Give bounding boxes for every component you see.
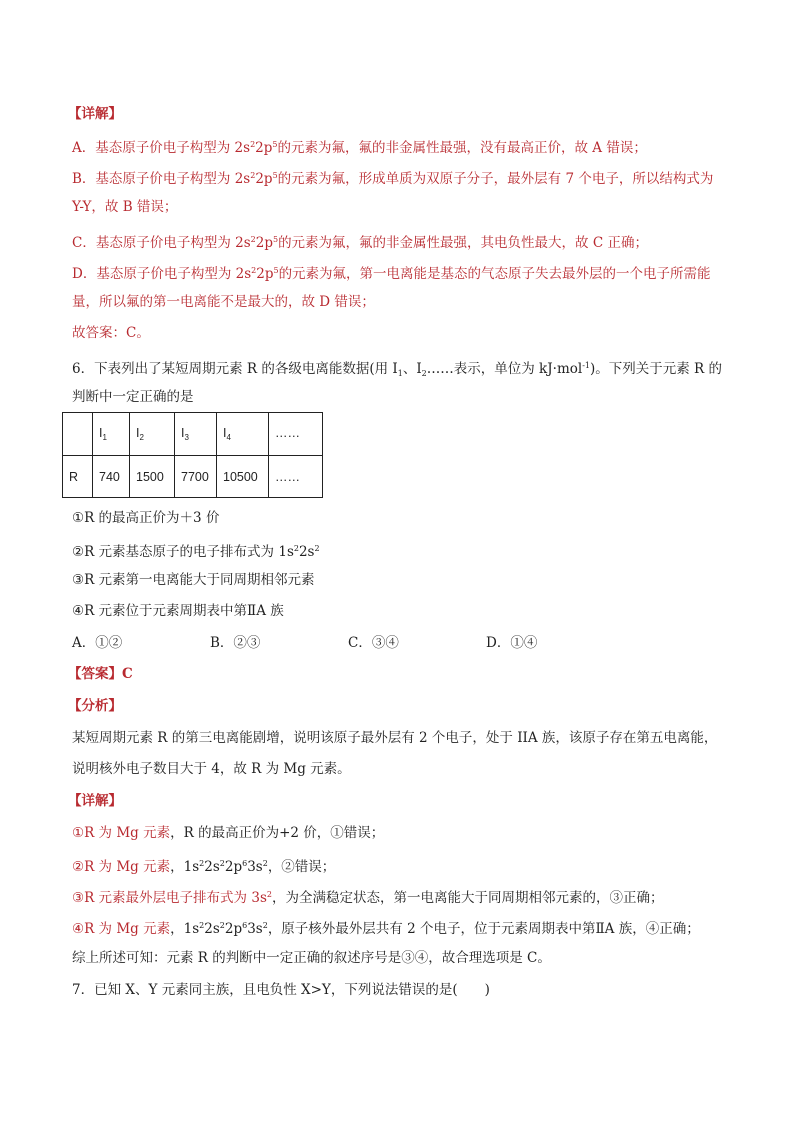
- analysis-text: 某短周期元素 R 的第三电离能剧增，说明该原子最外层有 2 个电子，处于 IIA 族，该原子存在第五电离能，: [72, 730, 718, 746]
- detail-4: ④R 为 Mg 元素，$1s^22s^22p^63s^2$，原子核外最外层共有 2 个电子，位于元素周期表中第ⅡA 族，④正确；: [72, 921, 700, 937]
- table-cell: $I_1$: [93, 413, 130, 456]
- analysis-text-cont: 说明核外电子数目大于 4，故 R 为 Mg 元素。: [72, 761, 351, 777]
- table-cell: ……: [269, 456, 323, 498]
- choice-a: A．①②: [72, 635, 123, 651]
- summary-line: 综上所述可知：元素 R 的判断中一定正确的叙述序号是③④，故合理选项是 C。: [72, 950, 551, 966]
- statement-4: ④R 元素位于元素周期表中第ⅡA 族: [72, 603, 284, 619]
- table-cell: $I_3$: [175, 413, 217, 456]
- choice-b: B．②③: [210, 635, 261, 651]
- option-b-explanation: B．基态原子价电子构型为 $2s^22p^5$的元素为氟，形成单质为双原子分子，最外层有 7 个电子，所以结构式为: [72, 171, 714, 187]
- choice-c: C．③④: [348, 635, 399, 651]
- table-cell: 10500: [217, 456, 269, 498]
- table-row: [63, 456, 323, 498]
- table-cell: $I_4$: [217, 413, 269, 456]
- option-c-explanation: C．基态原子价电子构型为 $2s^22p^5$的元素为氟，氟的非金属性最强，其电负性最大，故 C 正确；: [72, 235, 648, 251]
- table-cell: 740: [93, 456, 130, 498]
- option-a-explanation: A．基态原子价电子构型为 $2s^22p^5$的元素为氟，氟的非金属性最强，没有最高正价，故 A 错误；: [72, 140, 647, 156]
- detail-3: ③R 元素最外层电子排布式为 $3s^2$，为全满稳定状态，第一电离能大于同周期相邻元素的，③正确；: [72, 890, 664, 906]
- question-6-stem-cont: 判断中一定正确的是: [72, 389, 194, 405]
- statement-1: ①R 的最高正价为＋3 价: [72, 510, 220, 526]
- table-cell: R: [63, 456, 93, 498]
- answer-line: 故答案：C。: [72, 325, 150, 341]
- table-cell: ……: [269, 413, 323, 456]
- table-cell: 1500: [130, 456, 175, 498]
- question-7-stem: 7．已知 X、Y 元素同主族，且电负性 X>Y，下列说法错误的是( ): [72, 982, 490, 998]
- detail-2: ②R 为 Mg 元素，$1s^22s^22p^63s^2$，②错误；: [72, 859, 336, 875]
- statement-3: ③R 元素第一电离能大于同周期相邻元素: [72, 572, 315, 588]
- question-6-stem: 6．下表列出了某短周期元素 R 的各级电离能数据(用 $I_1$、$I_2\dots\dots$表示，单位为 kJ·mol$^{-1}$)。下列关于元素 R 的: [72, 361, 722, 378]
- option-d-explanation: D．基态原子价电子构型为 $2s^22p^5$的元素为氟，第一电离能是基态的气态原子失去最外层的一个电子所需能: [72, 266, 711, 282]
- analysis-heading: 【分析】: [68, 698, 122, 714]
- option-d-explanation-cont: 量，所以氟的第一电离能不是最大的，故 D 错误；: [72, 294, 375, 310]
- answer-heading: 【答案】C: [68, 666, 133, 682]
- table-cell: 7700: [175, 456, 217, 498]
- statement-2: ②R 元素基态原子的电子排布式为 $1s^22s^2$: [72, 544, 320, 560]
- table-cell: [63, 413, 93, 456]
- detail-heading: 【详解】: [68, 106, 122, 122]
- detail-heading-2: 【详解】: [68, 793, 122, 809]
- table-cell: $I_2$: [130, 413, 175, 456]
- table-header-row: [63, 413, 323, 456]
- choice-d: D．①④: [486, 635, 538, 651]
- ionization-energy-table: [62, 412, 323, 498]
- detail-1: ①R 为 Mg 元素，R 的最高正价为+2 价，①错误；: [72, 825, 385, 841]
- option-b-explanation-cont: Y-Y，故 B 错误；: [72, 199, 178, 215]
